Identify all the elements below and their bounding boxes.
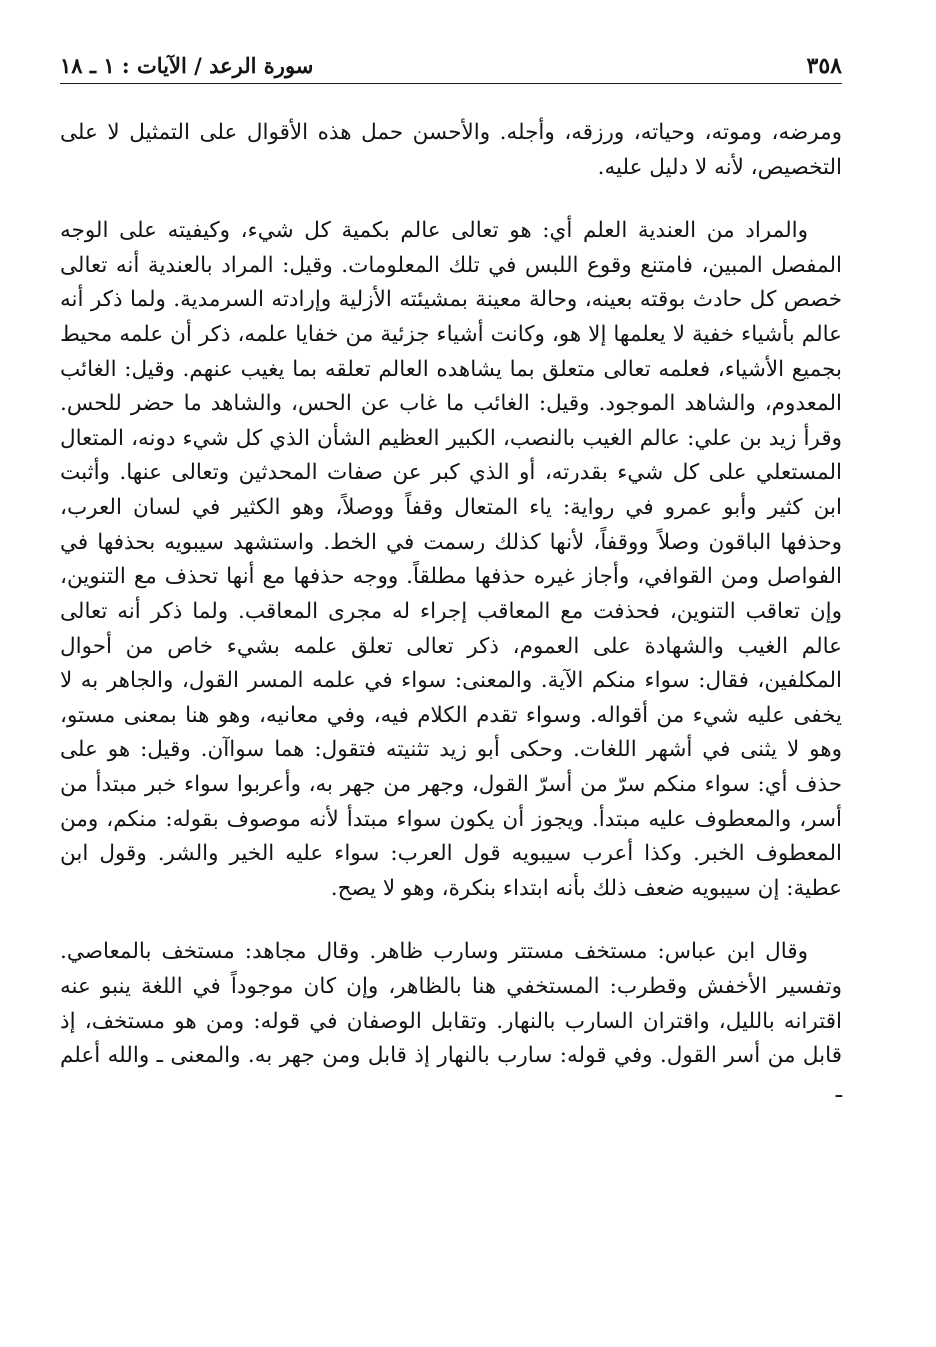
body-text bbox=[60, 116, 842, 1108]
page-number: ٣٥٨ bbox=[806, 52, 842, 79]
paragraph-ibn-abbas: وقال ابن عباس: مستخف مستتر وسارب ظاهر. وقال مجاهد: مستخف بالمعاصي. وتفسير الأخفش وقطرب: المستخفي هنا بالظاهر، وإن كان موجوداً في اللغة ينبو عنه اقترانه بالليل، واقتران السارب بالنهار. وتقابل الوصفان في قوله: ومن هو مستخف، إذ قابل من أسر القول. وفي قوله: سارب بالنهار إذ قابل ومن جهر به. والمعنى ـ والله أعلم ـ bbox=[60, 939, 842, 1103]
running-title: سورة الرعد / الآيات : ١ ـ ١٨ bbox=[60, 53, 314, 78]
page-header bbox=[60, 50, 842, 84]
paragraph-indiyya: والمراد من العندية العلم أي: هو تعالى عالم بكمية كل شيء، وكيفيته على الوجه المفصل المبين، فامتنع وقوع اللبس في تلك المعلومات. وقيل: المراد بالعندية أنه تعالى خصص كل حادث بوقته بعينه، وحالة معينة بمشيئته الأزلية وإرادته السرمدية. ولما ذكر أنه عالم بأشياء خفية لا يعلمها إلا هو، وكانت أشياء جزئية من خفايا علمه، ذكر أن علمه محيط بجميع الأشياء، فعلمه تعالى متعلق بما يشاهده العالم تعلقه بما يغيب عنهم. وقيل: الغائب المعدوم، والشاهد الموجود. وقيل: الغائب ما غاب عن الحس، والشاهد ما حضر للحس. وقرأ زيد بن علي: عالم الغيب بالنصب، الكبير العظيم الشأن الذي كل شيء دونه، المتعال المستعلي على كل شيء بقدرته، أو الذي كبر عن صفات المحدثين وتعالى عنها. وأثبت ابن كثير وأبو عمرو في رواية: ياء المتعال وقفاً ووصلاً، وهو الكثير في لسان العرب، وحذفها الباقون وصلاً ووقفاً، لأنها كذلك رسمت في الخط. واستشهد سيبويه بحذفها في الفواصل ومن القوافي، وأجاز غيره حذفها مطلقاً. ووجه حذفها مع أنها تحذف مع التنوين، وإن تعاقب التنوين، فحذفت مع المعاقب إجراء له مجرى المعاقب. ولما ذكر أنه تعالى عالم الغيب والشهادة على العموم، ذكر تعالى تعلق علمه بشيء خاص من أحوال المكلفين، فقال: سواء منكم الآية. والمعنى: سواء في علمه المسر القول، والجاهر به لا يخفى عليه شيء من أقواله. وسواء تقدم الكلام فيه، وفي معانيه، وهو هنا بمعنى مستو، وهو لا يثنى في أشهر اللغات. وحكى أبو زيد تثنيته فتقول: هما سواآن. وقيل: هو على حذف أي: سواء منكم سرّ من أسرّ القول، وجهر من جهر به، وأعربوا سواء خبر مبتدأ من أسر، والمعطوف عليه مبتدأ. ويجوز أن يكون سواء مبتدأ لأنه موصوف بقوله: منكم، ومن المعطوف الخبر. وكذا أعرب سيبويه قول العرب: سواء عليه الخير والشر. وقول ابن عطية: إن سيبويه ضعف ذلك بأنه ابتداء بنكرة، وهو لا يصح. bbox=[60, 218, 842, 901]
paragraph-gap bbox=[60, 185, 842, 214]
paragraph-continuation: ومرضه، وموته، وحياته، ورزقه، وأجله. والأحسن حمل هذه الأقوال على التمثيل لا على التخصيص، لأنه لا دليل عليه. bbox=[60, 120, 842, 180]
paragraph-gap bbox=[60, 906, 842, 935]
